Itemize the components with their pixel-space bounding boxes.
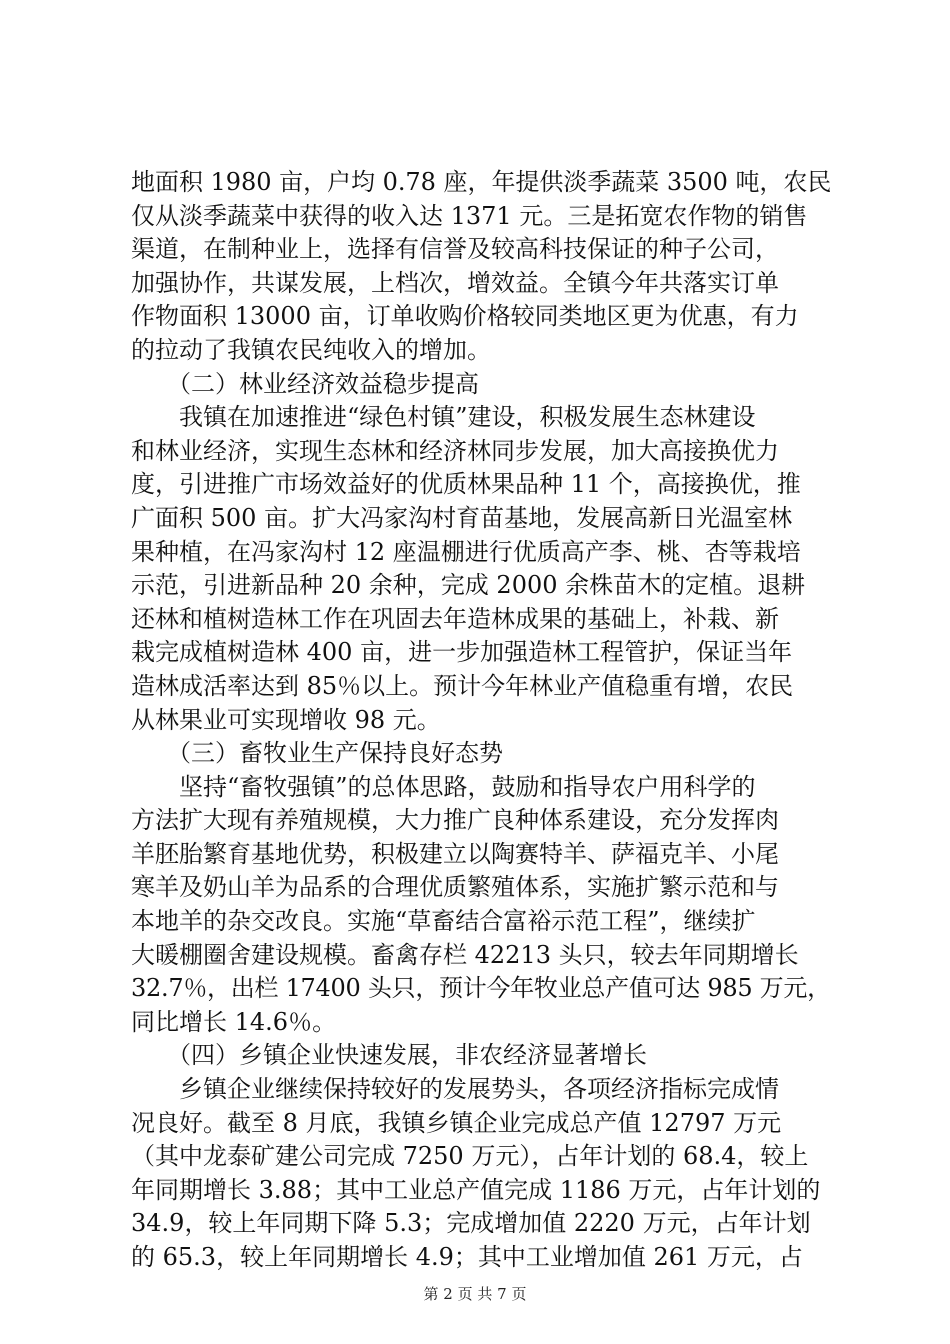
text-line: 乡镇企业继续保持较好的发展势头，各项经济指标完成情 [131, 1075, 779, 1104]
text-line: 还林和植树造林工作在巩固去年造林成果的基础上，补栽、新 [131, 604, 779, 633]
text-line: 地面积 1980 亩，户均 0.78 座，年提供淡季蔬菜 3500 吨，农民 [131, 168, 832, 196]
body-text [131, 166, 831, 1275]
text-line: 寒羊及奶山羊为品系的合理优质繁殖体系，实施扩繁示范和与 [131, 873, 779, 902]
text-line: 和林业经济，实现生态林和经济林同步发展，加大高接换优力 [131, 436, 779, 465]
text-line: 度，引进推广市场效益好的优质林果品种 11 个，高接换优，推 [131, 470, 801, 499]
text-line: 果种植，在冯家沟村 12 座温棚进行优质高产李、桃、杏等栽培 [131, 537, 801, 566]
text-line: 同比增长 14.6％。 [131, 1007, 337, 1036]
text-line: （其中龙泰矿建公司完成 7250 万元），占年计划的 68.4，较上 [131, 1142, 809, 1171]
text-line: 大暖棚圈舍建设规模。畜禽存栏 42213 头只，较去年同期增长 [131, 940, 799, 969]
text-line: 渠道，在制种业上，选择有信誉及较高科技保证的种子公司， [131, 235, 779, 264]
text-line: 的拉动了我镇农民纯收入的增加。 [131, 335, 491, 364]
text-line: （四）乡镇企业快速发展，非农经济显著增长 [131, 1041, 647, 1070]
text-line: 加强协作，共谋发展，上档次，增效益。全镇今年共落实订单 [131, 268, 779, 297]
text-line: 32.7％，出栏 17400 头只，预计今年牧业总产值可达 985 万元， [131, 974, 831, 1003]
text-line: 造林成活率达到 85％以上。预计今年林业产值稳重有增，农民 [131, 671, 794, 700]
page-footer: 第 2 页 共 7 页 [423, 1285, 527, 1303]
text-line: 年同期增长 3.88；其中工业总产值完成 1186 万元，占年计划的 [131, 1175, 821, 1204]
text-line: 从林果业可实现增收 98 元。 [131, 705, 441, 734]
text-line: 广面积 500 亩。扩大冯家沟村育苗基地，发展高新日光温室林 [131, 503, 793, 532]
text-line: 本地羊的杂交改良。实施“草畜结合富裕示范工程”，继续扩 [131, 907, 756, 936]
text-line: 的 65.3，较上年同期增长 4.9；其中工业增加值 261 万元，占 [131, 1243, 803, 1271]
text-line: （二）林业经济效益稳步提高 [131, 369, 479, 398]
text-line: 我镇在加速推进“绿色村镇”建设，积极发展生态林建设 [131, 403, 756, 432]
text-line: 坚持“畜牧强镇”的总体思路，鼓励和指导农户用科学的 [131, 772, 756, 801]
text-line: （三）畜牧业生产保持良好态势 [131, 739, 503, 768]
text-line: 作物面积 13000 亩，订单收购价格较同类地区更为优惠，有力 [131, 302, 799, 331]
text-line: 羊胚胎繁育基地优势，积极建立以陶赛特羊、萨福克羊、小尾 [131, 839, 779, 868]
text-line: 栽完成植树造林 400 亩，进一步加强造林工程管护，保证当年 [131, 638, 793, 667]
text-line: 况良好。截至 8 月底，我镇乡镇企业完成总产值 12797 万元 [131, 1108, 782, 1137]
text-line: 34.9，较上年同期下降 5.3；完成增加值 2220 万元，占年计划 [131, 1209, 811, 1238]
text-line: 示范，引进新品种 20 余种，完成 2000 余株苗木的定植。退耕 [131, 571, 806, 600]
text-line: 仅从淡季蔬菜中获得的收入达 1371 元。三是拓宽农作物的销售 [131, 201, 808, 230]
text-line: 方法扩大现有养殖规模，大力推广良种体系建设，充分发挥肉 [131, 806, 779, 835]
